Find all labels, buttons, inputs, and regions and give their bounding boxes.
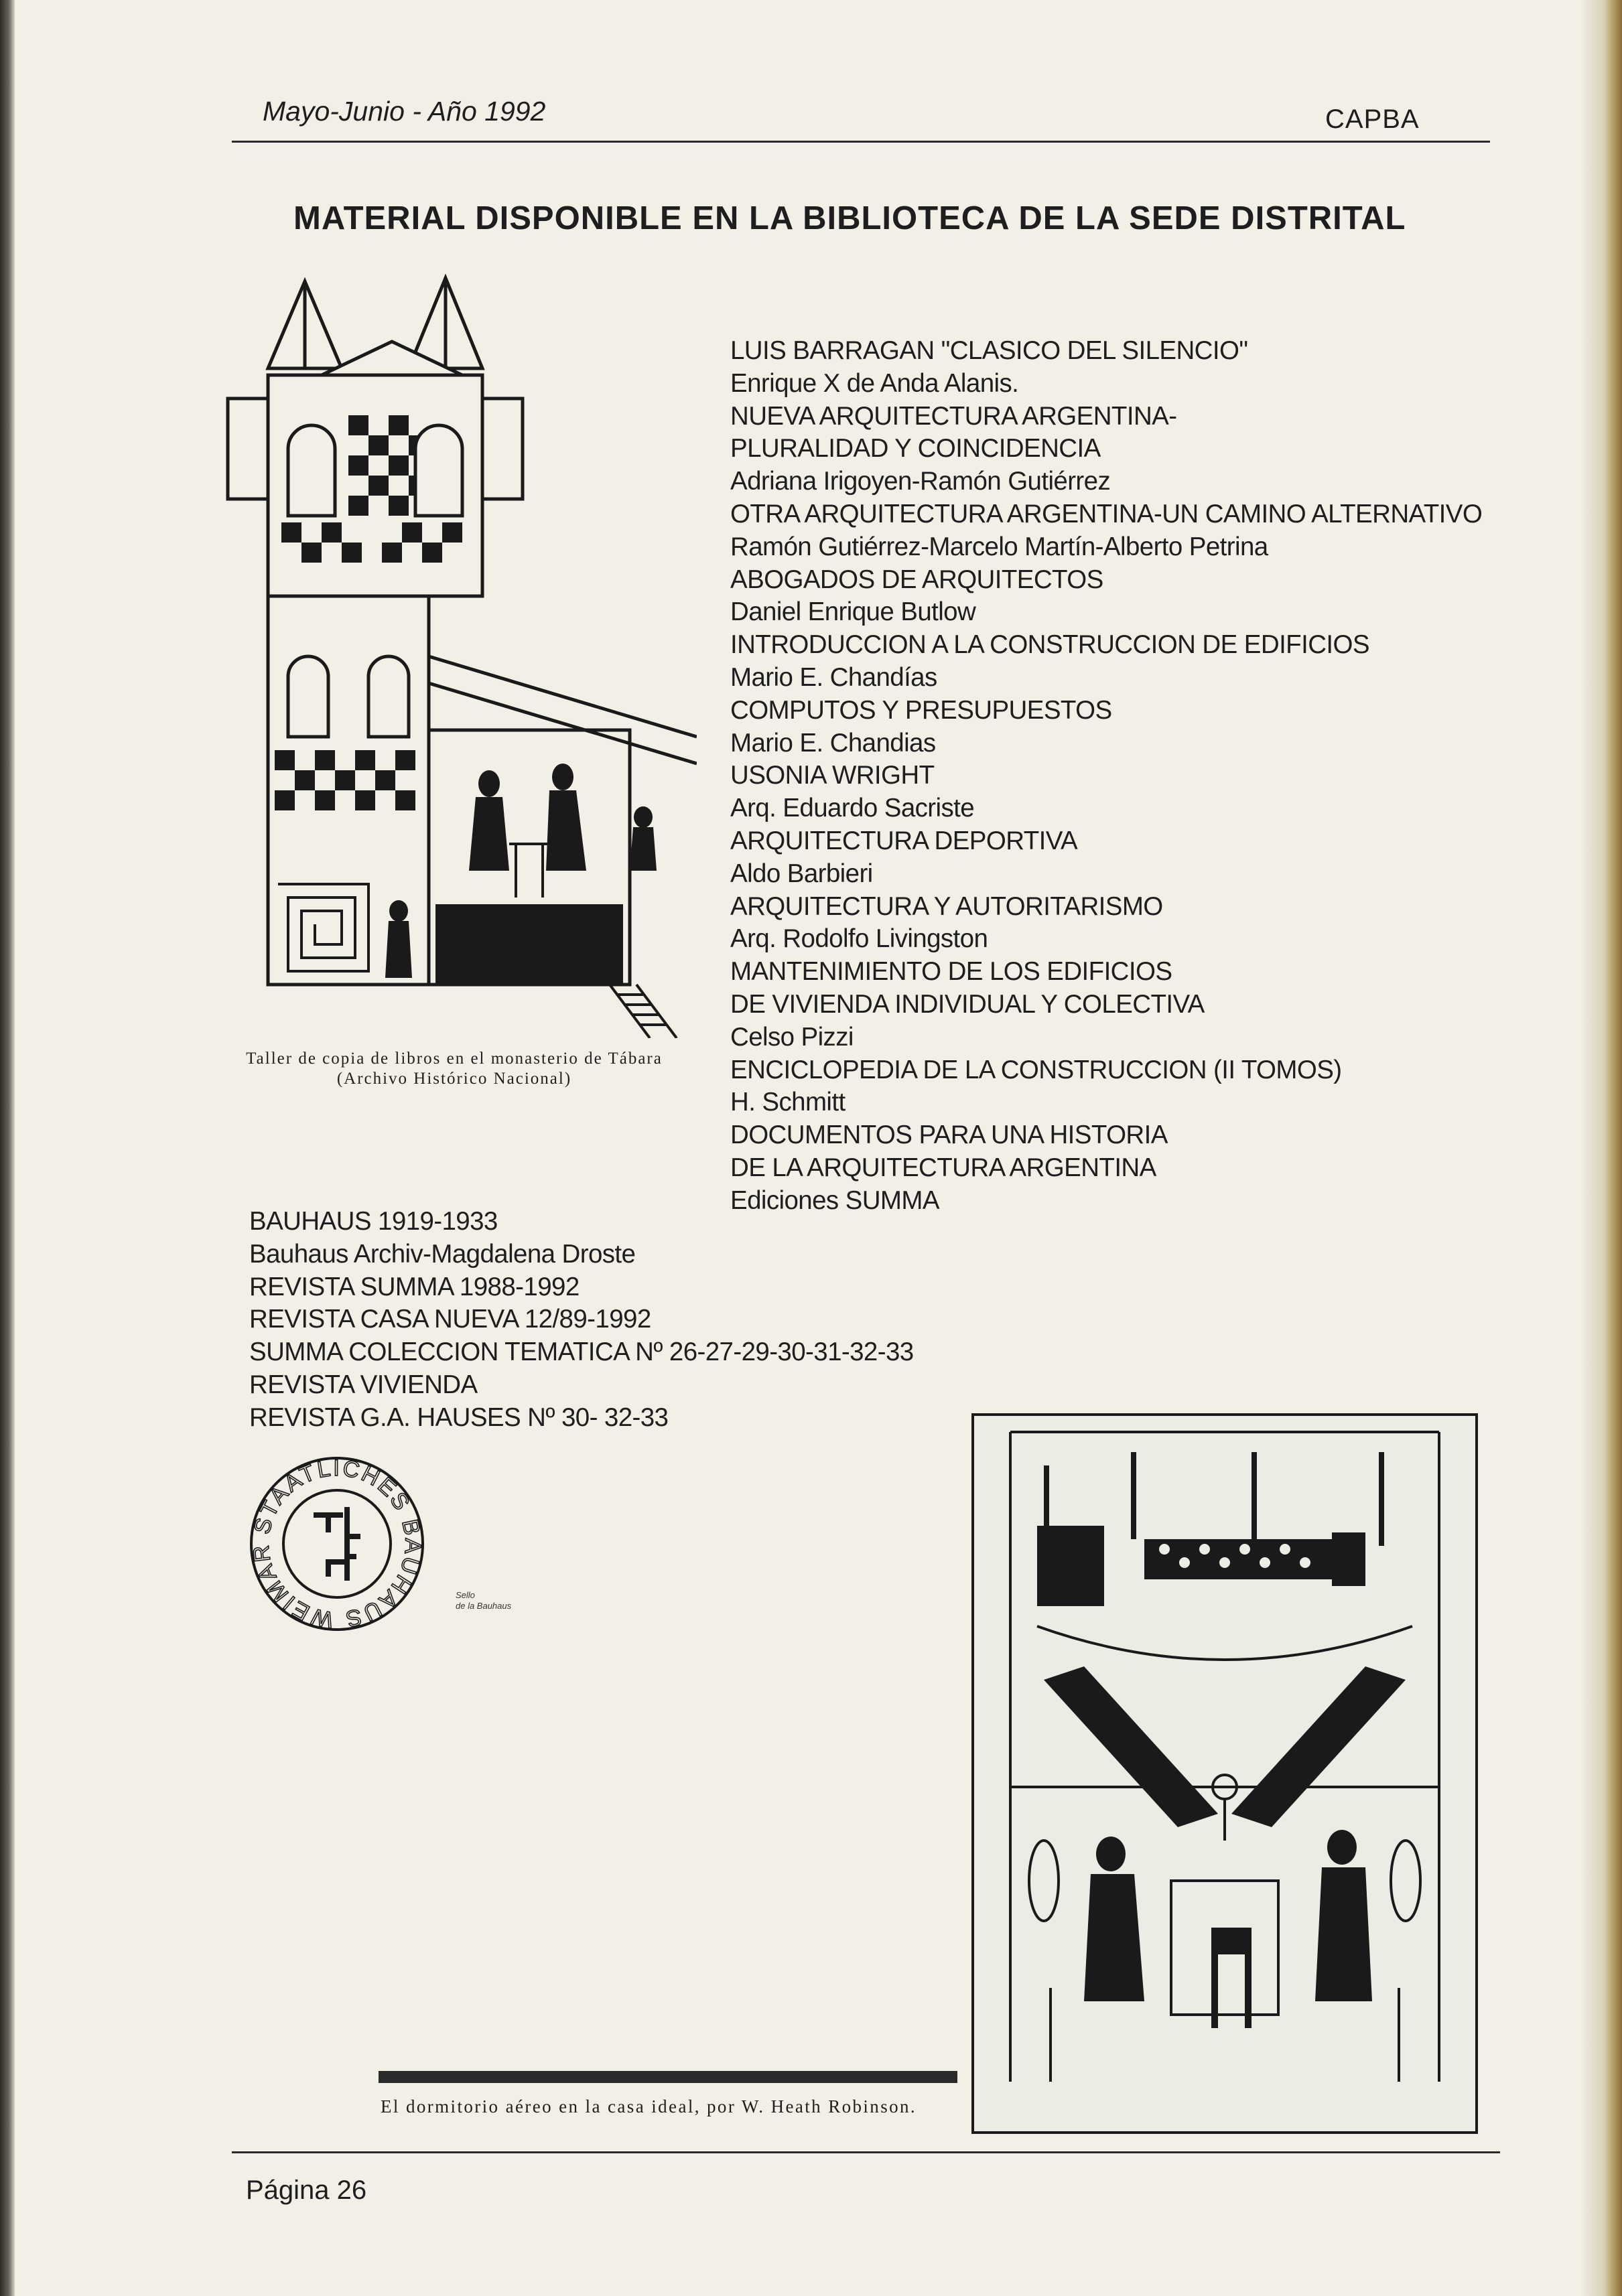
list-item: BAUHAUS 1919-1933 (249, 1207, 498, 1236)
list-item: PLURALIDAD Y COINCIDENCIA (730, 434, 1101, 463)
page-title: MATERIAL DISPONIBLE EN LA BIBLIOTECA DE LA SEDE DISTRITAL (293, 200, 1406, 236)
list-item: REVISTA VIVIENDA (249, 1370, 478, 1399)
list-item: Arq. Rodolfo Livingston (730, 924, 988, 954)
list-item: REVISTA CASA NUEVA 12/89-1992 (249, 1305, 651, 1334)
header-rule (232, 141, 1490, 143)
page-binding-edge (0, 0, 15, 2296)
footer-rule (232, 2151, 1500, 2153)
list-item: NUEVA ARQUITECTURA ARGENTINA- (730, 401, 1177, 431)
page-edge-shadow (1582, 0, 1622, 2296)
figure1-caption-line2: (Archivo Histórico Nacional) (336, 1070, 572, 1088)
list-item: OTRA ARQUITECTURA ARGENTINA-UN CAMINO ALTERNATIVO (730, 499, 1483, 528)
book-list-right (730, 335, 1482, 1218)
figure2-caption: El dormitorio aéreo en la casa ideal, por W. Heath Robinson. (381, 2096, 917, 2116)
list-item: LUIS BARRAGAN "CLASICO DEL SILENCIO" (730, 336, 1248, 365)
list-item: Celso Pizzi (730, 1022, 854, 1052)
list-item: INTRODUCCION A LA CONSTRUCCION DE EDIFICIOS (730, 630, 1369, 660)
list-item: MANTENIMIENTO DE LOS EDIFICIOS (730, 957, 1172, 987)
list-item: Mario E. Chandías (730, 662, 937, 692)
seal-caption (456, 1590, 511, 1611)
list-item: USONIA WRIGHT (730, 761, 935, 790)
list-item: Adriana Irigoyen-Ramón Gutiérrez (730, 467, 1111, 496)
list-item: Daniel Enrique Butlow (730, 597, 976, 627)
list-item: Ramón Gutiérrez-Marcelo Martín-Alberto Petrina (730, 532, 1268, 561)
list-item: ENCICLOPEDIA DE LA CONSTRUCCION (II TOMOS) (730, 1055, 1342, 1084)
list-item: ARQUITECTURA Y AUTORITARISMO (730, 891, 1163, 921)
list-item: ARQUITECTURA DEPORTIVA (730, 826, 1078, 855)
issue-date: Mayo-Junio - Año 1992 (263, 96, 546, 127)
list-item: Aldo Barbieri (730, 859, 873, 888)
page-number: Página 26 (246, 2175, 367, 2205)
list-item: Arq. Eduardo Sacriste (730, 794, 975, 823)
book-list-left (249, 1206, 914, 1435)
bauhaus-seal-logo (247, 1453, 427, 1634)
seal-caption-line1: Sello (456, 1590, 475, 1600)
figure1-caption-line1: Taller de copia de libros en el monasterio de Tábara (246, 1050, 663, 1068)
list-item: REVISTA G.A. HAUSES Nº 30- 32-33 (249, 1403, 669, 1432)
seal-caption-line2: de la Bauhaus (456, 1601, 512, 1611)
list-item: DE LA ARQUITECTURA ARGENTINA (730, 1153, 1156, 1182)
svg-text:STAATLICHES BAUHAUS WEIMAR (248, 1455, 425, 1633)
figure1-caption (213, 1049, 695, 1089)
list-item: Ediciones SUMMA (730, 1186, 939, 1215)
list-item: H. Schmitt (730, 1088, 846, 1117)
list-item: Bauhaus Archiv-Magdalena Droste (249, 1239, 636, 1269)
list-item: SUMMA COLECCION TEMATICA Nº 26-27-29-30-31-32-33 (249, 1338, 914, 1367)
list-item: Mario E. Chandias (730, 728, 936, 758)
list-item: Enrique X de Anda Alanis. (730, 368, 1019, 398)
list-item: COMPUTOS Y PRESUPUESTOS (730, 695, 1112, 725)
publication-name: CAPBA (1325, 104, 1420, 134)
aerial-bedroom-illustration (970, 1412, 1479, 2135)
list-item: DE VIVIENDA INDIVIDUAL Y COLECTIVA (730, 989, 1205, 1019)
list-item: ABOGADOS DE ARQUITECTOS (730, 565, 1103, 594)
seal-ring-text: STAATLICHES BAUHAUS WEIMAR (248, 1455, 426, 1633)
list-item: REVISTA SUMMA 1988-1992 (249, 1272, 580, 1301)
figure2-caption-bar (379, 2071, 957, 2083)
monastery-illustration (214, 268, 697, 1038)
list-item: DOCUMENTOS PARA UNA HISTORIA (730, 1121, 1168, 1150)
